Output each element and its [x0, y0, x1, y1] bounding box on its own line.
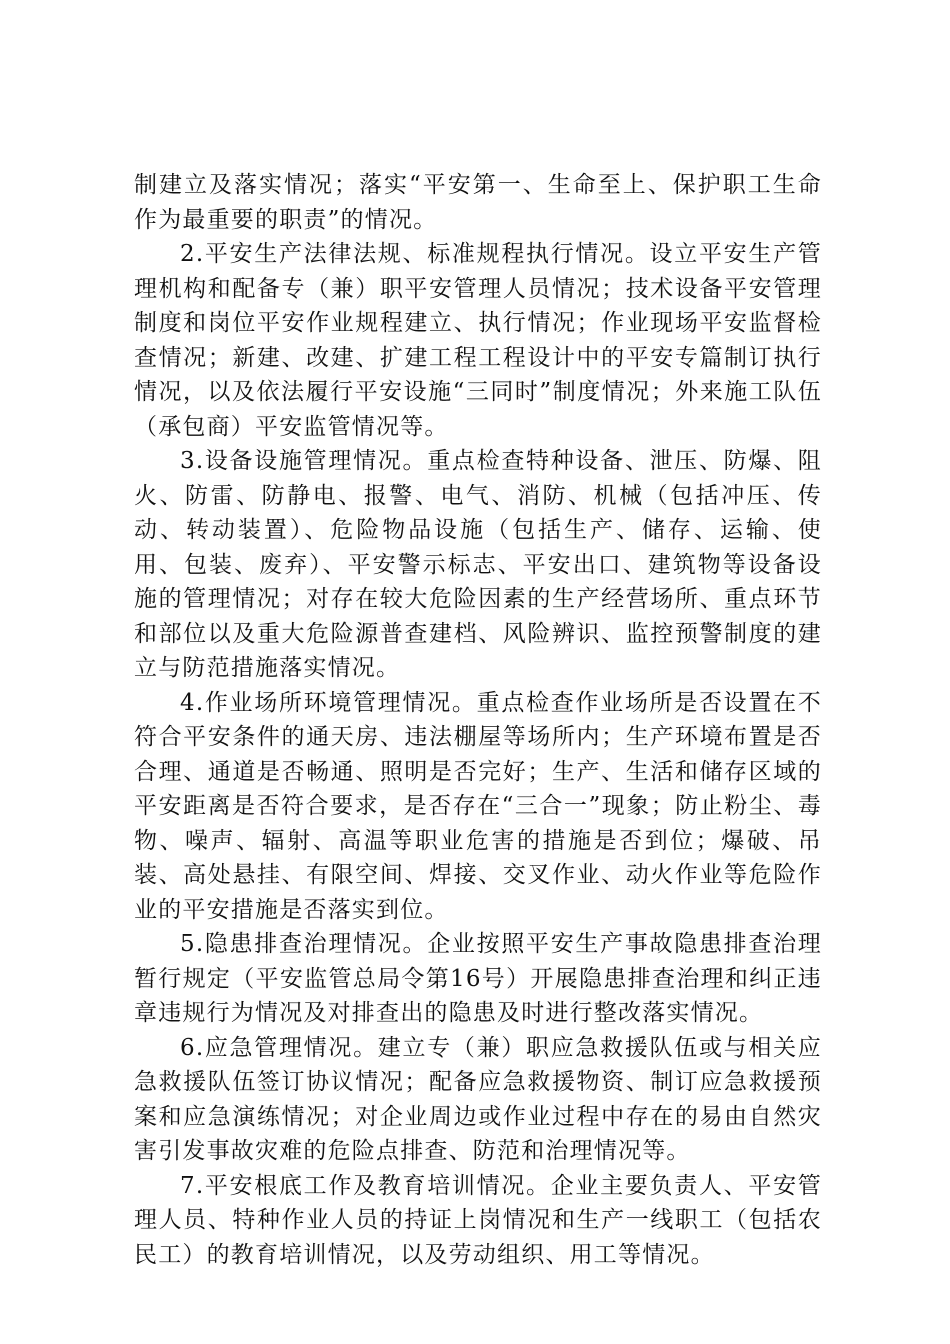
- paragraph-item-7: 7.平安根底工作及教育培训情况。企业主要负责人、平安管理人员、特种作业人员的持证上岗情况和生产一线职工（包括农民工）的教育培训情况，以及劳动组织、用工等情况。: [134, 1172, 822, 1268]
- paragraph-item-2: 2.平安生产法律法规、标准规程执行情况。设立平安生产管理机构和配备专（兼）职平安管理人员情况；技术设备平安管理制度和岗位平安作业规程建立、执行情况；作业现场平安监督检查情况；新建、改建、扩建工程工程设计中的平安专篇制订执行情况，以及依法履行平安设施“三同时”制度情况；外来施工队伍（承包商）平安监管情况等。: [134, 241, 822, 440]
- document-body: [134, 168, 822, 1272]
- paragraph-item-3: 3.设备设施管理情况。重点检查特种设备、泄压、防爆、阻火、防雷、防静电、报警、电气、消防、机械（包括冲压、传动、转动装置）、危险物品设施（包括生产、储存、运输、使用、包装、废弃）、平安警示标志、平安出口、建筑物等设备设施的管理情况；对存在较大危险因素的生产经营场所、重点环节和部位以及重大危险源普查建档、风险辨识、监控预警制度的建立与防范措施落实情况。: [134, 448, 822, 681]
- paragraph-item-4: 4.作业场所环境管理情况。重点检查作业场所是否设置在不符合平安条件的通天房、违法棚屋等场所内；生产环境布置是否合理、通道是否畅通、照明是否完好；生产、生活和储存区域的平安距离是否符合要求，是否存在“三合一”现象；防止粉尘、毒物、噪声、辐射、高温等职业危害的措施是否到位；爆破、吊装、高处悬挂、有限空间、焊接、交叉作业、动火作业等危险作业的平安措施是否落实到位。: [134, 689, 822, 923]
- paragraph-continuation: 制建立及落实情况；落实“平安第一、生命至上、保护职工生命作为最重要的职责”的情况。: [134, 172, 822, 233]
- paragraph-item-5: 5.隐患排查治理情况。企业按照平安生产事故隐患排查治理暂行规定（平安监管总局令第16号）开展隐患排查治理和纠正违章违规行为情况及对排查出的隐患及时进行整改落实情况。: [134, 931, 822, 1026]
- paragraph-item-6: 6.应急管理情况。建立专（兼）职应急救援队伍或与相关应急救援队伍签订协议情况；配备应急救援物资、制订应急救援预案和应急演练情况；对企业周边或作业过程中存在的易由自然灾害引发事故灾难的危险点排查、防范和治理情况等。: [134, 1034, 822, 1164]
